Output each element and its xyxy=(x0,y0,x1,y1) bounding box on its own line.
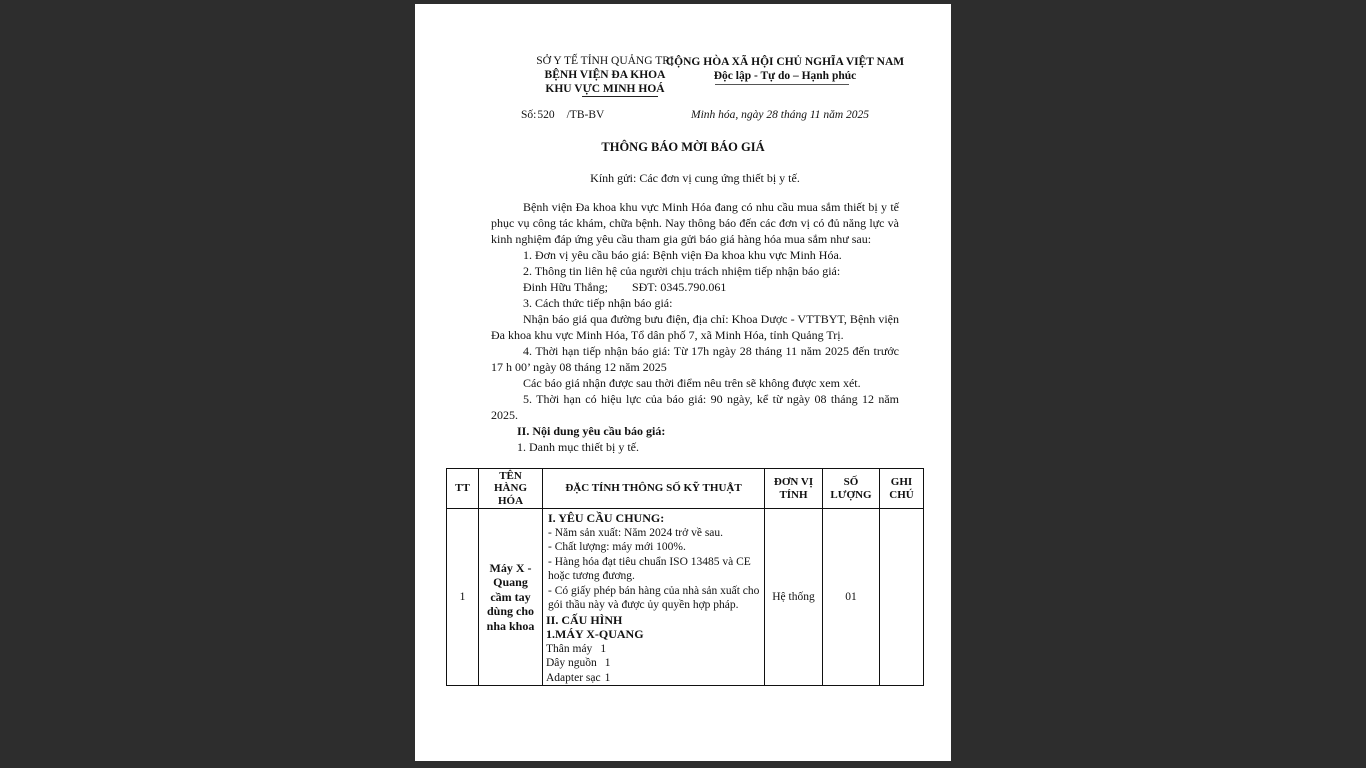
item-3: 3. Cách thức tiếp nhận báo giá: xyxy=(523,296,673,310)
intro-paragraph: Bệnh viện Đa khoa khu vực Minh Hóa đang có nhu cầu mua sắm thiết bị y tế phục vụ công tác khám, chữa bệnh. Nay thông báo đến các đơn vị có đủ năng lực và kinh nghiệm đáp ứng yêu cầu tham gia gửi báo giá hàng hóa mua sắm như sau: xyxy=(491,200,899,246)
national-motto xyxy=(655,55,915,83)
department-name: SỞ Y TẾ TỈNH QUẢNG TRỊ xyxy=(536,55,674,67)
document-number xyxy=(521,109,604,121)
spec-config-subtitle: 1.MÁY X-QUANG xyxy=(546,627,644,641)
section-2-heading: II. Nội dung yêu cầu báo giá: xyxy=(517,424,666,438)
header-left-underline xyxy=(582,96,658,97)
config-item-qty: 1 xyxy=(604,671,611,684)
item-1: 1. Đơn vị yêu cầu báo giá: Bệnh viện Đa khoa khu vực Minh Hóa. xyxy=(523,248,842,262)
col-header-note: GHI CHÚ xyxy=(880,469,924,509)
hospital-name-line1: BỆNH VIỆN ĐA KHOA xyxy=(544,69,666,81)
cell-unit: Hệ thống xyxy=(765,509,823,686)
item-2: 2. Thông tin liên hệ của người chịu trách nhiệm tiếp nhận báo giá: xyxy=(523,264,841,278)
col-header-tt: TT xyxy=(447,469,479,509)
spec-config-item xyxy=(546,671,761,686)
col-header-spec: ĐẶC TÍNH THÔNG SỐ KỸ THUẬT xyxy=(543,469,765,509)
col-header-unit: ĐƠN VỊ TÍNH xyxy=(765,469,823,509)
doc-number-suffix: /TB-BV xyxy=(566,109,605,121)
col-header-qty: SỐ LƯỢNG xyxy=(823,469,880,509)
document-body xyxy=(491,199,899,455)
cell-spec xyxy=(543,509,765,686)
table-header-row xyxy=(447,469,924,509)
cell-note xyxy=(880,509,924,686)
contact-phone: SĐT: 0345.790.061 xyxy=(631,280,727,294)
equipment-table xyxy=(446,468,924,686)
table-row xyxy=(447,509,924,686)
header-right-underline xyxy=(715,84,849,85)
spec-general-title: I. YÊU CẦU CHUNG: xyxy=(548,511,665,525)
config-item-qty: 1 xyxy=(604,657,611,669)
cell-tt: 1 xyxy=(447,509,479,686)
item-4-note: Các báo giá nhận được sau thời điểm nêu trên sẽ không được xem xét. xyxy=(523,376,861,390)
spec-general-item: - Chất lượng: máy mới 100%. xyxy=(548,541,686,553)
country-name: CỘNG HÒA XÃ HỘI CHỦ NGHĨA VIỆT NAM xyxy=(665,56,905,68)
doc-number-prefix: Số: xyxy=(521,109,537,121)
spec-config-title: II. CẤU HÌNH xyxy=(546,612,623,627)
spec-general-item: - Năm sản xuất: Năm 2024 trở về sau. xyxy=(548,526,724,539)
col-header-name: TÊN HÀNG HÓA xyxy=(479,469,543,509)
config-item-qty: 1 xyxy=(600,642,607,655)
contact-name: Đinh Hữu Thắng; xyxy=(523,280,608,294)
section-2-item-1: 1. Danh mục thiết bị y tế. xyxy=(517,440,639,454)
place-and-date: Minh hóa, ngày 28 tháng 11 năm 2025 xyxy=(691,109,870,121)
spec-config-item xyxy=(546,642,761,657)
config-item-label: Dây nguồn xyxy=(546,657,597,669)
recipient-line: Kính gửi: Các đơn vị cung ứng thiết bị y tế. xyxy=(590,171,800,185)
document-title: THÔNG BÁO MỜI BÁO GIÁ xyxy=(601,140,765,154)
item-4: 4. Thời hạn tiếp nhận báo giá: Từ 17h ngày 28 tháng 11 năm 2025 đến trước 17 h 00’ ngày 08 tháng 12 năm 2025 xyxy=(491,344,899,374)
spec-general-item: - Hàng hóa đạt tiêu chuẩn ISO 13485 và CE hoặc tương đương. xyxy=(548,555,751,582)
motto-text: Độc lập - Tự do – Hạnh phúc xyxy=(713,70,857,82)
item-5: 5. Thời hạn có hiệu lực của báo giá: 90 ngày, kể từ ngày 08 tháng 12 năm 2025. xyxy=(491,392,899,422)
item-3-detail: Nhận báo giá qua đường bưu điện, địa chỉ: Khoa Dược - VTTBYT, Bệnh viện Đa khoa khu vực Minh Hóa, Tổ dân phố 7, xã Minh Hóa, tỉnh Quảng Trị. xyxy=(491,312,899,342)
config-item-label: Adapter sạc xyxy=(546,671,601,684)
spec-general-item: - Có giấy phép bán hàng của nhà sản xuất cho gói thầu này và được ủy quyền hợp pháp. xyxy=(548,584,760,611)
cell-qty: 01 xyxy=(823,509,880,686)
cell-item-name: Máy X - Quang cầm tay dùng cho nha khoa xyxy=(479,509,543,686)
config-item-label: Thân máy xyxy=(546,642,593,655)
doc-number-value: 520 xyxy=(537,109,555,121)
contact-info xyxy=(491,279,899,295)
spec-config-item xyxy=(546,656,761,671)
document-page xyxy=(415,4,951,761)
hospital-name-line2: KHU VỰC MINH HOÁ xyxy=(545,83,665,95)
